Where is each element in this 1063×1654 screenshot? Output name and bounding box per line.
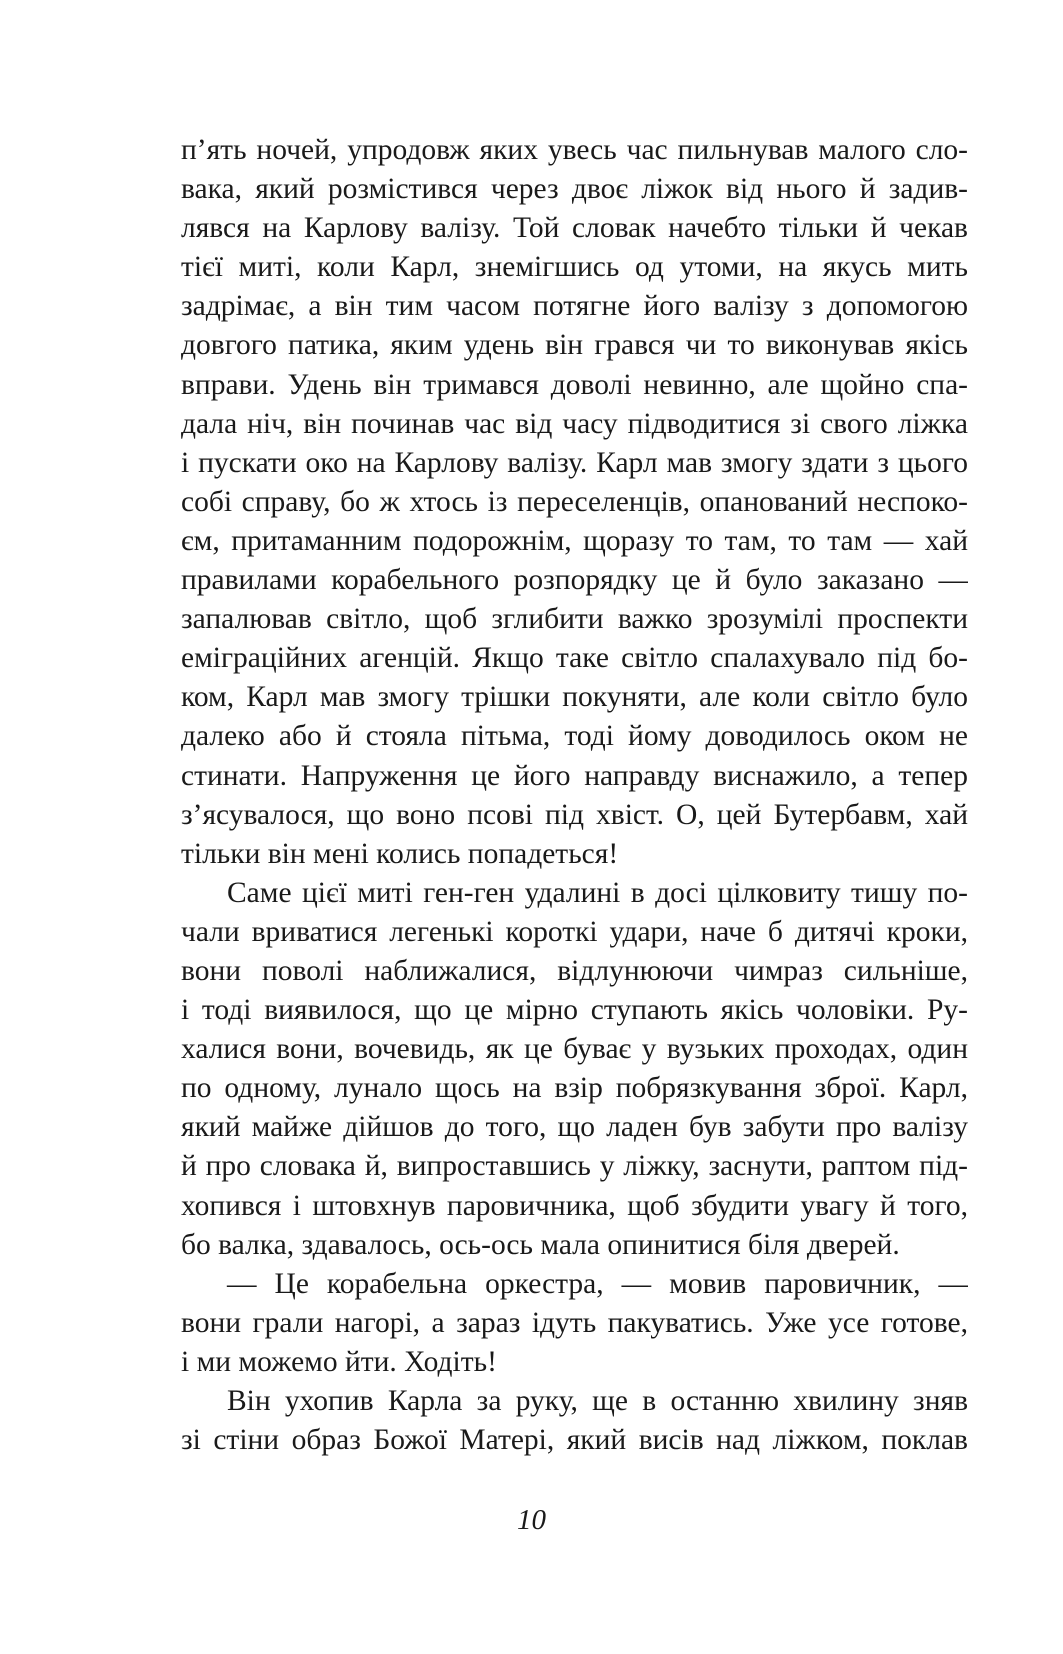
text-line: задрімає, а він тим часом потягне його валізу з допомогою — [181, 290, 968, 323]
text-line: чали вриватися легенькі короткі удари, наче б дитячі кроки, — [181, 915, 968, 948]
text-line: халися вони, вочевидь, як це буває у вузьких проходах, один — [181, 1033, 968, 1066]
text-line: бо валка, здавалось, ось-ось мала опинитися біля дверей. — [181, 1228, 900, 1261]
text-line: стинати. Напруження це його направду виснажило, а тепер — [181, 759, 968, 792]
text-line: по одному, лунало щось на взір побрязкування зброї. Карл, — [181, 1072, 968, 1105]
text-line: лявся на Карлову валізу. Той словак начебто тільки й чекав — [181, 212, 968, 245]
text-line: вони грали нагорі, а зараз ідуть пакуватись. Уже усе готове, — [181, 1306, 968, 1339]
text-line: і ми можемо йти. Ходіть! — [181, 1345, 497, 1378]
text-line: — Це корабельна оркестра, — мовив паровичник, — — [227, 1267, 968, 1300]
text-line: дала ніч, він починав час від часу підводитися зі свого ліжка — [181, 407, 968, 440]
text-line: довгого патика, яким удень він грався чи то виконував якісь — [181, 329, 968, 362]
text-line: єм, притаманним подорожнім, щоразу то там, то там — хай — [181, 524, 968, 557]
text-line: правилами корабельного розпорядку це й було заказано — — [181, 564, 968, 597]
text-line: вони поволі наближалися, відлунюючи чимраз сильніше, — [181, 954, 968, 987]
text-line: ком, Карл мав змогу трішки покуняти, але коли світло було — [181, 681, 968, 714]
text-line: еміграційних агенцій. Якщо таке світло спалахувало під бо- — [181, 642, 968, 675]
text-line: запалював світло, щоб зглибити важко зрозумілі проспекти — [181, 603, 968, 636]
text-line: який майже дійшов до того, що ладен був забути про валізу — [181, 1111, 968, 1144]
text-line: вправи. Удень він тримався доволі невинно, але щойно спа- — [181, 368, 968, 401]
text-line: і тоді виявилося, що це мірно ступають якісь чоловіки. Ру- — [181, 994, 968, 1027]
text-line: вака, який розмістився через двоє ліжок від нього й задив- — [181, 173, 968, 206]
text-line: далеко або й стояла пітьма, тоді йому доводилось оком не — [181, 720, 968, 753]
text-line: тієї миті, коли Карл, знемігшись од утоми, на якусь мить — [181, 251, 968, 284]
page-number: 10 — [517, 1504, 546, 1536]
text-line: хопився і штовхнув паровичника, щоб збудити увагу й того, — [181, 1189, 968, 1222]
text-line: і пускати око на Карлову валізу. Карл мав змогу здати з цього — [181, 446, 968, 479]
text-line: з’ясувалося, що воно псові під хвіст. О, цей Бутербавм, хай — [181, 798, 968, 831]
text-line: тільки він мені колись попадеться! — [181, 837, 619, 870]
text-line: Саме цієї миті ген-ген удалині в досі цілковиту тишу по- — [227, 876, 968, 909]
text-line: Він ухопив Карла за руку, ще в останню хвилину зняв — [227, 1385, 968, 1417]
text-line: п’ять ночей, упродовж яких увесь час пильнував малого сло- — [181, 134, 968, 166]
text-line: й про словака й, випроставшись у ліжку, заснути, раптом під- — [181, 1150, 968, 1183]
text-line: зі стіни образ Божої Матері, який висів над ліжком, поклав — [181, 1424, 968, 1457]
text-line: собі справу, бо ж хтось із переселенців, опанований неспоко- — [181, 485, 968, 518]
body-text — [181, 131, 968, 1460]
